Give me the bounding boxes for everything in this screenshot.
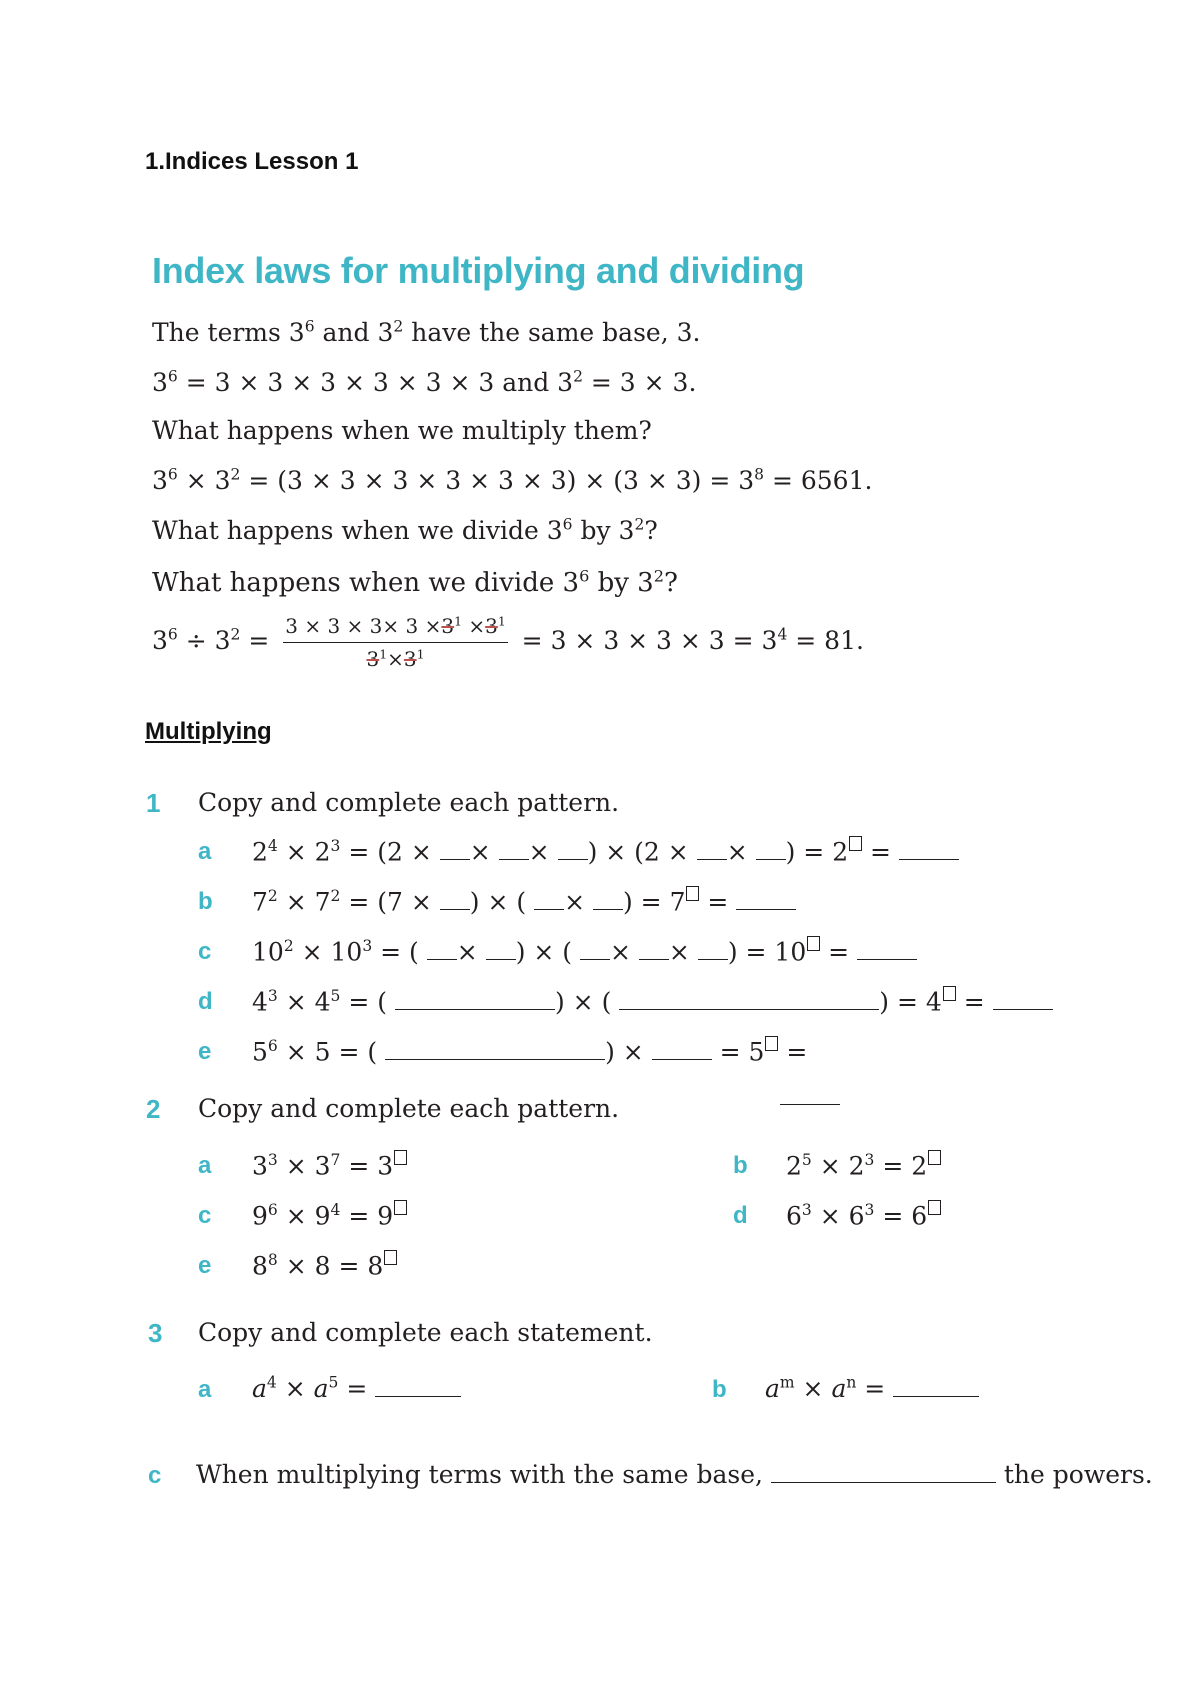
intro-line-4: $3^6 \times 3^2 = (3 \times 3 \times 3 \times 3 \times 3 \times 3) \times (3 \times 3) = 3^8 = 6561$. [152, 465, 873, 495]
exponent-box[interactable] [928, 1200, 941, 1215]
q2-part-c-equation[interactable]: $9^6 \times 9^4 = 9$ [252, 1200, 407, 1230]
q2-part-c-label: c [198, 1202, 212, 1229]
answer-blank[interactable] [534, 889, 564, 910]
exponent-box[interactable] [394, 1150, 407, 1165]
answer-blank[interactable] [698, 939, 728, 960]
page-heading: Index laws for multiplying and dividing [152, 250, 805, 291]
q1-part-e-equation[interactable]: $5^6 \times 5$ = ( ) × = 5 = [252, 1037, 808, 1067]
q1-part-a-label: a [198, 838, 212, 865]
intro-line-2: $3^6 = 3 \times 3 \times 3 \times 3 \times 3 \times 3$ and $3^2 = 3 \times 3$. [152, 367, 697, 397]
q1-part-c-equation[interactable]: $10^2 \times 10^3$ = ( × ) × ( × × ) = 10 = [252, 936, 917, 966]
answer-blank[interactable] [486, 939, 516, 960]
answer-blank[interactable] [697, 839, 727, 860]
answer-blank[interactable] [756, 839, 786, 860]
exponent-box[interactable] [928, 1150, 941, 1165]
answer-blank[interactable] [558, 839, 588, 860]
q1-part-b-label: b [198, 888, 213, 915]
q3-part-c-label: c [148, 1462, 162, 1489]
exponent-box[interactable] [849, 836, 862, 851]
q3-part-b-equation[interactable]: $a^m \times a^n$ = [765, 1374, 979, 1403]
answer-blank[interactable] [993, 989, 1053, 1010]
q3-part-a-equation[interactable]: $a^4 \times a^5$ = [252, 1374, 461, 1403]
exponent-box[interactable] [807, 936, 820, 951]
answer-blank[interactable] [395, 989, 555, 1010]
division-fraction [283, 614, 507, 671]
question-1-number: 1 [146, 788, 161, 818]
answer-blank[interactable] [619, 989, 879, 1010]
question-2-number: 2 [146, 1094, 161, 1124]
answer-blank[interactable] [593, 889, 623, 910]
q1-part-a-equation[interactable]: $2^4 \times 2^3 = (2$ × × × ) × (2 × × ) = 2 = [252, 836, 959, 866]
q2-part-a-equation[interactable]: $3^3 \times 3^7 = 3$ [252, 1150, 407, 1180]
q1-part-e-label: e [198, 1038, 212, 1065]
q3-part-b-label: b [712, 1376, 727, 1403]
question-1-prompt: Copy and complete each pattern. [198, 788, 620, 817]
answer-blank[interactable] [499, 839, 529, 860]
exponent-box[interactable] [943, 986, 956, 1001]
answer-blank[interactable] [375, 1376, 461, 1397]
q1-part-d-label: d [198, 988, 213, 1015]
q2-part-e-equation[interactable]: $8^8 \times 8 = 8$ [252, 1250, 397, 1280]
answer-blank[interactable] [857, 939, 917, 960]
q3-part-a-label: a [198, 1376, 212, 1403]
intro-line-6: What happens when we divide $3^6$ by $3^2$? [152, 566, 678, 598]
q1-part-c-label: c [198, 938, 212, 965]
intro-line-5: What happens when we divide $3^6$ by $3^2$? [152, 515, 658, 545]
q3-part-c-statement[interactable]: When multiplying terms with the same base, the powers. [196, 1460, 1153, 1489]
question-3-prompt: Copy and complete each statement. [198, 1318, 653, 1347]
lesson-title: 1.Indices Lesson 1 [145, 148, 359, 175]
exponent-box[interactable] [686, 886, 699, 901]
intro-line-3: What happens when we multiply them? [152, 416, 652, 445]
q2-part-e-label: e [198, 1252, 212, 1279]
intro-line-1: The terms $3^6$ and $3^2$ have the same base, 3. [152, 317, 701, 347]
answer-blank[interactable] [639, 939, 669, 960]
answer-blank[interactable] [580, 939, 610, 960]
exponent-box[interactable] [384, 1250, 397, 1265]
exponent-box[interactable] [765, 1036, 778, 1051]
answer-blank[interactable] [771, 1462, 996, 1483]
section-heading-multiplying: Multiplying [145, 718, 272, 745]
answer-blank[interactable] [899, 839, 959, 860]
q2-part-a-label: a [198, 1152, 212, 1179]
q1-part-d-equation[interactable]: $4^3 \times 4^5$ = ( ) × ( ) = 4 = [252, 986, 1053, 1016]
fraction-denominator: $3^1\times 3^1$ [366, 646, 425, 671]
answer-blank[interactable] [652, 1039, 712, 1060]
answer-blank[interactable] [440, 839, 470, 860]
answer-blank[interactable] [427, 939, 457, 960]
exponent-box[interactable] [394, 1200, 407, 1215]
division-equation: $3^6 \div 3^2$ = $\frac{3 \times 3 \times 3\times 3 \times 3^1 \times 3^1}{3^1\times 3^1}$ = $3 \times 3 \times 3 \times 3 = 3^4 = 81$. [152, 613, 864, 671]
question-3-number: 3 [148, 1318, 163, 1348]
answer-blank[interactable] [893, 1376, 979, 1397]
answer-blank[interactable] [440, 889, 470, 910]
q2-part-b-label: b [733, 1152, 748, 1179]
q1-part-b-equation[interactable]: $7^2 \times 7^2 = (7$ × ) × ( × ) = 7 = [252, 886, 796, 916]
stray-answer-line [780, 1104, 840, 1105]
q2-part-b-equation[interactable]: $2^5 \times 2^3 = 2$ [786, 1150, 941, 1180]
answer-blank[interactable] [736, 889, 796, 910]
answer-blank[interactable] [385, 1039, 605, 1060]
question-2-prompt: Copy and complete each pattern. [198, 1094, 620, 1123]
q2-part-d-equation[interactable]: $6^3 \times 6^3 = 6$ [786, 1200, 941, 1230]
q2-part-d-label: d [733, 1202, 748, 1229]
fraction-numerator: $3 \times 3 \times 3\times 3 \times 3^1 \times 3^1$ [283, 614, 507, 643]
